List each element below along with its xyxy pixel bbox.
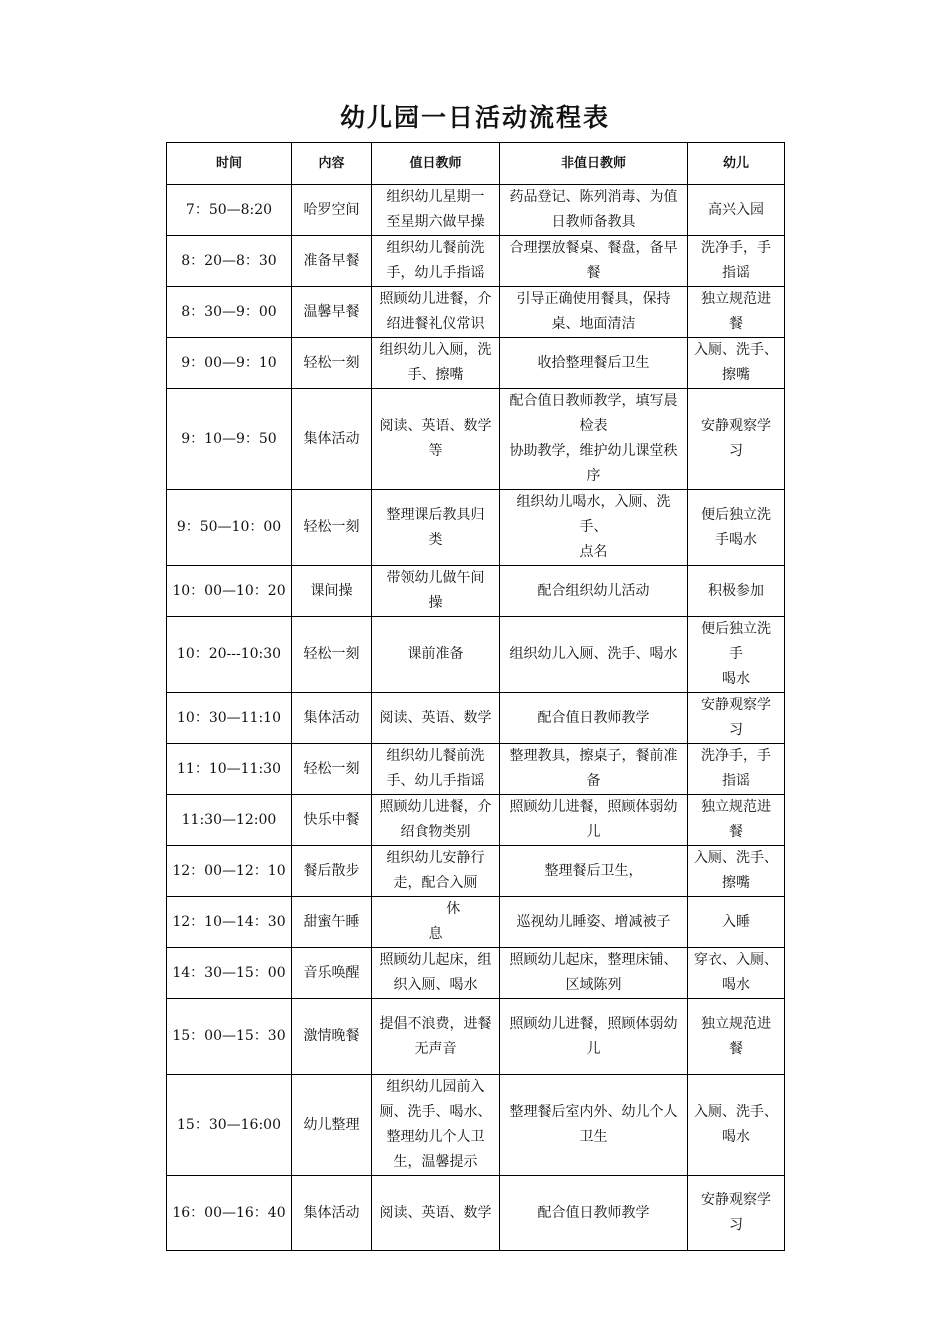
table-row	[167, 846, 785, 897]
cell-content: 集体活动	[292, 693, 372, 744]
cell-content: 轻松一刻	[292, 744, 372, 795]
cell-content: 轻松一刻	[292, 617, 372, 693]
cell-duty-teacher: 阅读、英语、数学 等	[372, 389, 500, 490]
page-title: 幼儿园一日活动流程表	[339, 103, 610, 132]
cell-time: 12：10—14：30	[167, 897, 292, 948]
cell-content: 轻松一刻	[292, 338, 372, 389]
cell-time: 9：00—9：10	[167, 338, 292, 389]
header-row	[167, 143, 785, 185]
cell-nonduty-teacher: 配合值日教师教学	[500, 1176, 688, 1251]
cell-time: 10：00—10：20	[167, 566, 292, 617]
cell-duty-teacher: 组织幼儿入厕，洗 手、擦嘴	[372, 338, 500, 389]
cell-time: 11：10—11:30	[167, 744, 292, 795]
cell-duty-teacher: 带领幼儿做午间 操	[372, 566, 500, 617]
table-row	[167, 1176, 785, 1251]
cell-time: 11:30—12:00	[167, 795, 292, 846]
cell-nonduty-teacher: 整理教具，擦桌子，餐前准 备	[500, 744, 688, 795]
cell-duty-teacher: 阅读、英语、数学	[372, 1176, 500, 1251]
cell-child: 独立规范进 餐	[688, 999, 785, 1075]
table-row	[167, 617, 785, 693]
cell-nonduty-teacher: 巡视幼儿睡姿、增减被子	[500, 897, 688, 948]
cell-nonduty-teacher: 组织幼儿喝水，入厕、洗手、 点名	[500, 490, 688, 566]
cell-duty-teacher: 组织幼儿星期一 至星期六做早操	[372, 185, 500, 236]
cell-child: 独立规范进 餐	[688, 795, 785, 846]
table-row	[167, 1075, 785, 1176]
cell-time: 8：20—8：30	[167, 236, 292, 287]
table-row	[167, 236, 785, 287]
cell-time: 9：10—9：50	[167, 389, 292, 490]
header-time: 时间	[167, 143, 292, 185]
cell-duty-teacher: 提倡不浪费，进餐 无声音	[372, 999, 500, 1075]
cell-duty-teacher: 组织幼儿园前入 厕、洗手、喝水、 整理幼儿个人卫 生，温馨提示	[372, 1075, 500, 1176]
cell-duty-teacher: 休 息	[372, 897, 500, 948]
cell-content: 集体活动	[292, 389, 372, 490]
cell-content: 餐后散步	[292, 846, 372, 897]
cell-time: 10：20---10:30	[167, 617, 292, 693]
cell-content: 快乐中餐	[292, 795, 372, 846]
table-row	[167, 338, 785, 389]
cell-nonduty-teacher: 药品登记、陈列消毒、为值 日教师备教具	[500, 185, 688, 236]
cell-duty-teacher: 组织幼儿餐前洗 手，幼儿手指谣	[372, 236, 500, 287]
table-row	[167, 744, 785, 795]
cell-nonduty-teacher: 整理餐后卫生，	[500, 846, 688, 897]
cell-child: 安静观察学 习	[688, 389, 785, 490]
cell-child: 安静观察学 习	[688, 693, 785, 744]
cell-content: 幼儿整理	[292, 1075, 372, 1176]
cell-child: 便后独立洗 手喝水	[688, 490, 785, 566]
cell-duty-teacher: 阅读、英语、数学	[372, 693, 500, 744]
cell-nonduty-teacher: 引导正确使用餐具，保持 桌、地面清洁	[500, 287, 688, 338]
cell-nonduty-teacher: 组织幼儿入厕、洗手、喝水	[500, 617, 688, 693]
header-duty-teacher: 值日教师	[372, 143, 500, 185]
cell-time: 9：50—10：00	[167, 490, 292, 566]
table-row	[167, 490, 785, 566]
cell-child: 入睡	[688, 897, 785, 948]
header-nonduty-teacher: 非值日教师	[500, 143, 688, 185]
cell-nonduty-teacher: 配合值日教师教学，填写晨 检表 协助教学，维护幼儿课堂秩 序	[500, 389, 688, 490]
cell-time: 15：30—16:00	[167, 1075, 292, 1176]
cell-content: 集体活动	[292, 1176, 372, 1251]
cell-time: 7：50—8:20	[167, 185, 292, 236]
cell-child: 独立规范进 餐	[688, 287, 785, 338]
cell-child: 入厕、洗手、 擦嘴	[688, 338, 785, 389]
cell-content: 轻松一刻	[292, 490, 372, 566]
cell-child: 入厕、洗手、 喝水	[688, 1075, 785, 1176]
cell-child: 穿衣、入厕、 喝水	[688, 948, 785, 999]
cell-content: 哈罗空间	[292, 185, 372, 236]
header-content: 内容	[292, 143, 372, 185]
cell-content: 温馨早餐	[292, 287, 372, 338]
cell-time: 15：00—15：30	[167, 999, 292, 1075]
cell-child: 高兴入园	[688, 185, 785, 236]
cell-child: 便后独立洗 手 喝水	[688, 617, 785, 693]
cell-time: 14：30—15：00	[167, 948, 292, 999]
cell-content: 甜蜜午睡	[292, 897, 372, 948]
cell-nonduty-teacher: 配合值日教师教学	[500, 693, 688, 744]
cell-nonduty-teacher: 照顾幼儿起床，整理床铺、 区域陈列	[500, 948, 688, 999]
cell-nonduty-teacher: 照顾幼儿进餐，照顾体弱幼 儿	[500, 795, 688, 846]
table-row	[167, 389, 785, 490]
table-row	[167, 948, 785, 999]
cell-time: 10：30—11:10	[167, 693, 292, 744]
header-child: 幼儿	[688, 143, 785, 185]
cell-nonduty-teacher: 照顾幼儿进餐，照顾体弱幼 儿	[500, 999, 688, 1075]
cell-child: 入厕、洗手、 擦嘴	[688, 846, 785, 897]
table-row	[167, 185, 785, 236]
cell-nonduty-teacher: 合理摆放餐桌、餐盘，备早 餐	[500, 236, 688, 287]
cell-child: 安静观察学 习	[688, 1176, 785, 1251]
cell-content: 音乐唤醒	[292, 948, 372, 999]
cell-duty-teacher: 照顾幼儿进餐，介 绍进餐礼仪常识	[372, 287, 500, 338]
schedule-table	[166, 142, 785, 1251]
cell-duty-teacher: 组织幼儿安静行 走，配合入厕	[372, 846, 500, 897]
cell-child: 洗净手，手 指谣	[688, 236, 785, 287]
cell-duty-teacher: 照顾幼儿起床，组 织入厕、喝水	[372, 948, 500, 999]
cell-content: 课间操	[292, 566, 372, 617]
cell-time: 12：00—12：10	[167, 846, 292, 897]
table-row	[167, 693, 785, 744]
cell-duty-teacher: 整理课后教具归 类	[372, 490, 500, 566]
cell-time: 16：00—16：40	[167, 1176, 292, 1251]
cell-child: 积极参加	[688, 566, 785, 617]
cell-content: 准备早餐	[292, 236, 372, 287]
table-row	[167, 795, 785, 846]
cell-nonduty-teacher: 配合组织幼儿活动	[500, 566, 688, 617]
cell-duty-teacher: 照顾幼儿进餐，介 绍食物类别	[372, 795, 500, 846]
cell-content: 激情晚餐	[292, 999, 372, 1075]
table-row	[167, 566, 785, 617]
cell-nonduty-teacher: 整理餐后室内外、幼儿个人 卫生	[500, 1075, 688, 1176]
table-row	[167, 287, 785, 338]
cell-duty-teacher: 课前准备	[372, 617, 500, 693]
table-row	[167, 897, 785, 948]
cell-child: 洗净手，手 指谣	[688, 744, 785, 795]
cell-nonduty-teacher: 收拾整理餐后卫生	[500, 338, 688, 389]
cell-time: 8：30—9：00	[167, 287, 292, 338]
table-row	[167, 999, 785, 1075]
cell-duty-teacher: 组织幼儿餐前洗 手、幼儿手指谣	[372, 744, 500, 795]
